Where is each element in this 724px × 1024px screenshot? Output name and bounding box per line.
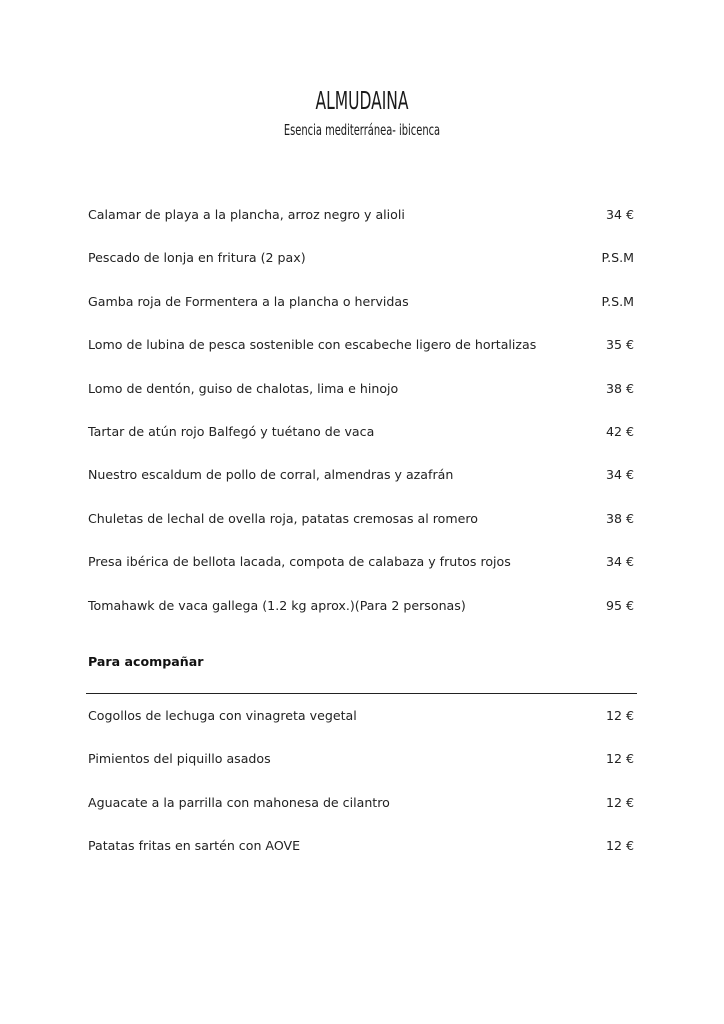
menu-item: [88, 249, 636, 292]
menu-item: [88, 336, 636, 379]
item-name: Lomo de dentón, guiso de chalotas, lima e hinojo: [88, 380, 399, 396]
menu-item: [88, 837, 636, 880]
item-price: 12 €: [605, 794, 634, 810]
item-name: Aguacate a la parrilla con mahonesa de cilantro: [88, 794, 390, 810]
menu-item: [88, 466, 636, 509]
menu-item: [88, 510, 636, 553]
menu-item: [88, 553, 636, 596]
item-price: 38 €: [605, 510, 634, 526]
sides-heading: Para acompañar: [88, 654, 204, 669]
menu-item: [88, 794, 636, 837]
item-name: Nuestro escaldum de pollo de corral, almendras y azafrán: [88, 467, 454, 483]
item-price: 34 €: [605, 467, 634, 483]
item-price: 12 €: [605, 751, 634, 767]
item-name: Gamba roja de Formentera a la plancha o hervidas: [88, 293, 409, 309]
item-name: Pescado de lonja en fritura (2 pax): [88, 250, 306, 266]
menu-item: [88, 380, 636, 423]
item-price: 12 €: [605, 838, 634, 854]
restaurant-title: ALMUDAINA: [315, 86, 409, 115]
restaurant-subtitle: Esencia mediterránea- ibicenca: [283, 121, 441, 139]
item-price: 38 €: [605, 380, 634, 396]
item-price: P.S.M: [601, 250, 634, 266]
sides-list: [88, 707, 636, 881]
item-price: 35 €: [605, 337, 634, 353]
menu-item: [88, 423, 636, 466]
item-name: Pimientos del piquillo asados: [88, 751, 271, 767]
menu-item: [88, 597, 636, 640]
item-name: Tomahawk de vaca gallega (1.2 kg aprox.)(Para 2 personas): [88, 597, 466, 613]
item-name: Patatas fritas en sartén con AOVE: [88, 838, 301, 854]
item-price: 34 €: [605, 207, 634, 222]
item-price: 12 €: [605, 708, 634, 723]
item-name: Presa ibérica de bellota lacada, compota de calabaza y frutos rojos: [88, 554, 511, 570]
menu-item: [88, 750, 636, 793]
menu-item: [88, 707, 636, 750]
menu-item: [88, 206, 636, 249]
section-divider: [86, 693, 637, 694]
item-price: P.S.M: [601, 293, 634, 309]
item-name: Lomo de lubina de pesca sostenible con escabeche ligero de hortalizas: [88, 337, 537, 353]
item-name: Tartar de atún rojo Balfegó y tuétano de vaca: [88, 423, 375, 439]
item-name: Chuletas de lechal de ovella roja, patatas cremosas al romero: [88, 510, 478, 526]
item-name: Calamar de playa a la plancha, arroz negro y alioli: [88, 207, 405, 222]
item-price: 42 €: [605, 423, 634, 439]
main-dishes-list: [88, 206, 636, 640]
item-price: 34 €: [605, 554, 634, 570]
menu-item: [88, 293, 636, 336]
item-price: 95 €: [605, 597, 634, 613]
item-name: Cogollos de lechuga con vinagreta vegetal: [88, 708, 357, 723]
